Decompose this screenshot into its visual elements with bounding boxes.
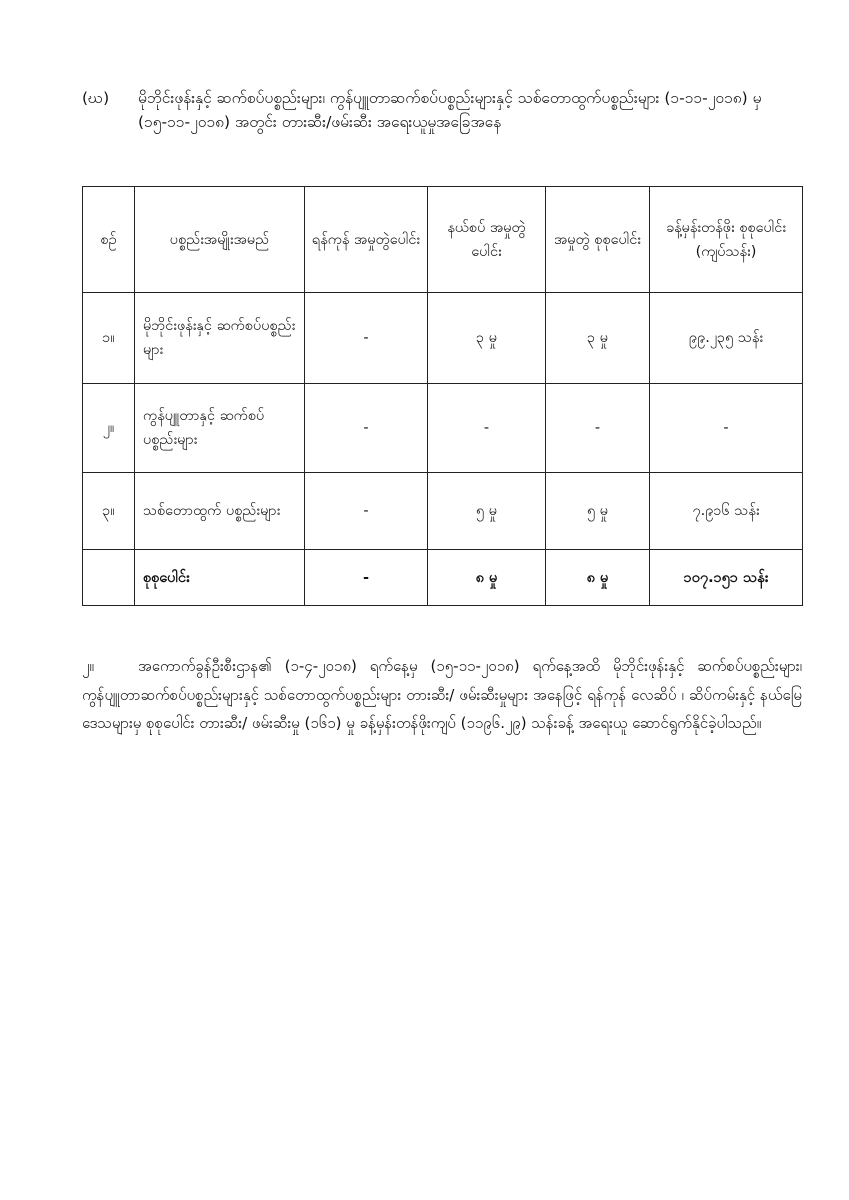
cell-yangon-cases: - xyxy=(305,293,428,384)
summary-paragraph xyxy=(82,652,802,738)
cell-border-cases: ၈ မှု xyxy=(428,550,546,606)
cell-estimated-value: ၉၉.၂၃၅ သန်း xyxy=(650,293,803,384)
cell-serial: ၂။ xyxy=(83,384,135,473)
cell-border-cases: ၅ မှု xyxy=(428,473,546,550)
cell-estimated-value: ၇.၉၁၆ သန်း xyxy=(650,473,803,550)
section-marker: (ဃ) xyxy=(82,89,110,107)
section-heading xyxy=(82,86,802,134)
cell-serial: ၁။ xyxy=(83,293,135,384)
paragraph-number: ၂။ xyxy=(82,657,94,675)
cell-total-cases: ၈ မှု xyxy=(546,550,650,606)
header-estimated-value: ခန့်မှန်းတန်ဖိုး စုစုပေါင်း (ကျပ်သန်း) xyxy=(650,187,803,293)
cell-border-cases: - xyxy=(428,384,546,473)
cell-item: သစ်တောထွက် ပစ္စည်းများ xyxy=(135,473,305,550)
header-item: ပစ္စည်းအမျိုးအမည် xyxy=(135,187,305,293)
header-yangon-cases: ရန်ကုန် အမှုတွဲပေါင်း xyxy=(305,187,428,293)
table-row xyxy=(83,293,803,384)
cell-estimated-value: - xyxy=(650,384,803,473)
cell-item: မိုဘိုင်းဖုန်းနှင့် ဆက်စပ်ပစ္စည်းများ xyxy=(135,293,305,384)
table-header-row xyxy=(83,187,803,293)
header-border-cases: နယ်စပ် အမှုတွဲပေါင်း xyxy=(428,187,546,293)
cell-serial: ၃။ xyxy=(83,473,135,550)
cell-item: ကွန်ပျူတာနှင့် ဆက်စပ်ပစ္စည်းများ xyxy=(135,384,305,473)
header-serial: စဉ် xyxy=(83,187,135,293)
cell-total-cases: ၅ မှု xyxy=(546,473,650,550)
cell-serial xyxy=(83,550,135,606)
cell-yangon-cases: - xyxy=(305,550,428,606)
cell-total-cases: - xyxy=(546,384,650,473)
table-row xyxy=(83,473,803,550)
table-total-row xyxy=(83,550,803,606)
header-total-cases: အမှုတွဲ စုစုပေါင်း xyxy=(546,187,650,293)
cell-yangon-cases: - xyxy=(305,473,428,550)
seizure-table xyxy=(82,186,803,606)
section-heading-text: မိုဘိုင်းဖုန်းနှင့် ဆက်စပ်ပစ္စည်းများ၊ ကွန်ပျူတာဆက်စပ်ပစ္စည်းများနှင့် သစ်တောထွက်ပစ္စည်းများ (၁-၁၁-၂၀၁၈) မှ (၁၅-၁၁-၂၀၁၈) အတွင်း တားဆီး/ဖမ်းဆီး အရေးယူမှုအခြေအနေ xyxy=(138,89,762,131)
paragraph-text: အကောက်ခွန်ဦးစီးဌာန၏ (၁-၄-၂၀၁၈) ရက်နေ့မှ (၁၅-၁၁-၂၀၁၈) ရက်နေ့အထိ မိုဘိုင်းဖုန်းနှင့် ဆက်စပ်ပစ္စည်းများ၊ ကွန်ပျူတာဆက်စပ်ပစ္စည်းများနှင့် သစ်တောထွက်ပစ္စည်းများ တားဆီး/ ဖမ်းဆီးမှုများ အနေဖြင့် ရန်ကုန် လေဆိပ် ၊ ဆိပ်ကမ်းနှင့် နယ်မြေဒေသများမှ စုစုပေါင်း တားဆီး/ ဖမ်းဆီးမှု (၁၆၁) မှု ခန့်မှန်းတန်ဖိုးကျပ် (၁၁၉၆.၂၉) သန်းခန့် အရေးယူ ဆောင်ရွက်နိုင်ခဲ့ပါသည်။ xyxy=(82,657,802,732)
cell-total-cases: ၃ မှု xyxy=(546,293,650,384)
table-row xyxy=(83,384,803,473)
cell-border-cases: ၃ မှု xyxy=(428,293,546,384)
cell-yangon-cases: - xyxy=(305,384,428,473)
cell-estimated-value: ၁၀၇.၁၅၁ သန်း xyxy=(650,550,803,606)
cell-total-label: စုစုပေါင်း xyxy=(135,550,305,606)
